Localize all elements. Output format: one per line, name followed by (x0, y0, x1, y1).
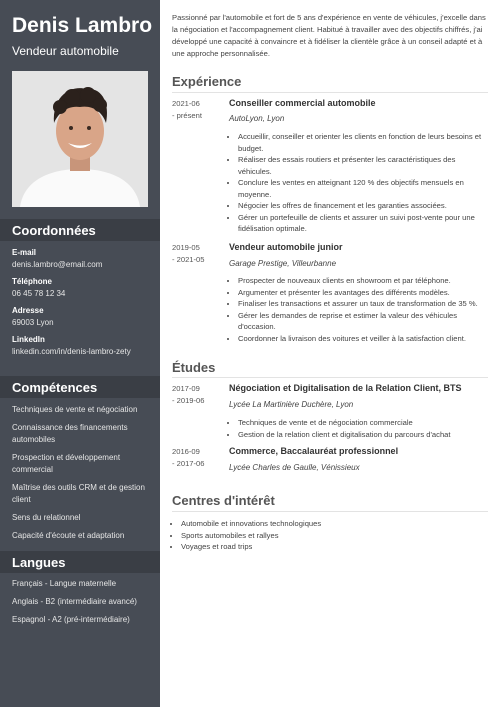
job-date-end: - 2021-05 (172, 255, 205, 264)
job-date-end: - présent (172, 111, 202, 120)
email-label: E-mail (12, 248, 37, 257)
job-bullet: • Prospecter de nouveaux clients en showroom et par téléphone. (238, 275, 487, 287)
candidate-name: Denis Lambro (12, 14, 153, 37)
email-value[interactable]: denis.lambro@email.com (12, 260, 103, 269)
skills-section-title: Compétences (0, 376, 160, 398)
main-content (172, 0, 490, 707)
job-date-start: 2021-06 (172, 99, 200, 108)
job-title: Conseiller commercial automobile (229, 98, 376, 108)
skills-list (12, 404, 152, 548)
linkedin-label: LinkedIn (12, 335, 45, 344)
education-title: Négociation et Digitalisation de la Relation Client, BTS (229, 383, 462, 393)
contact-section-title: Coordonnées (0, 219, 160, 241)
job-dates (172, 98, 222, 122)
language-item: Espagnol - A2 (pré-intermédiaire) (12, 615, 130, 624)
language-item: Français - Langue maternelle (12, 579, 117, 588)
interests-divider (172, 511, 488, 512)
skill-item: Prospection et développement commercial (12, 453, 121, 474)
address-label: Adresse (12, 306, 44, 315)
education-school: Lycée La Martinière Duchère, Lyon (229, 400, 354, 409)
skill-item: Maîtrise des outils CRM et de gestion client (12, 483, 145, 504)
profile-photo (12, 71, 148, 207)
languages-section-title: Langues (0, 551, 160, 573)
education-date-end: - 2019-06 (172, 396, 205, 405)
candidate-role: Vendeur automobile (12, 44, 119, 58)
interest-item: • Sports automobiles et rallyes (181, 530, 472, 542)
skill-item: Sens du relationnel (12, 513, 81, 522)
education-section-title: Études (172, 360, 216, 375)
job-bullet: • Finaliser les transactions et assurer un taux de transformation de 35 %. (238, 298, 487, 310)
education-date-start: 2017-09 (172, 384, 200, 393)
interests-list (172, 518, 472, 553)
education-dates (172, 383, 222, 407)
languages-list (12, 578, 152, 632)
phone-value: 06 45 78 12 34 (12, 289, 66, 298)
experience-divider (172, 92, 488, 93)
interests-section-title: Centres d'intérêt (172, 493, 275, 508)
job-bullet: • Accueillir, conseiller et orienter les clients en fonction de leurs besoins et budget. (238, 131, 487, 154)
education-date-end: - 2017-06 (172, 459, 205, 468)
job-date-start: 2019-05 (172, 243, 200, 252)
job-bullet: • Conclure les ventes en atteignant 120 % des objectifs mensuels en moyenne. (238, 177, 487, 200)
skill-item: Techniques de vente et négociation (12, 405, 138, 414)
phone-label: Téléphone (12, 277, 53, 286)
education-bullet: • Techniques de vente et de négociation commerciale (238, 417, 487, 429)
profile-summary: Passionné par l'automobile et fort de 5 ans d'expérience en vente de véhicules, j'excelle dans la négociation et l'accompagnement client. Habitué à travailler avec des objectifs chiffrés, j'ai développé une capacité à convaincre et à fidéliser la clientèle grâce à un conseil adapté et à une approche personnalisée. (172, 13, 486, 58)
education-bullet: • Gestion de la relation client et digitalisation du parcours d'achat (238, 429, 487, 441)
job-bullets (229, 275, 487, 344)
skill-item: Capacité d'écoute et adaptation (12, 531, 125, 540)
job-title: Vendeur automobile junior (229, 242, 343, 252)
sidebar (0, 0, 160, 707)
education-date-start: 2016-09 (172, 447, 200, 456)
education-school: Lycée Charles de Gaulle, Vénissieux (229, 463, 360, 472)
job-company: Garage Prestige, Villeurbanne (229, 259, 337, 268)
job-bullet: • Argumenter et présenter les avantages des différents modèles. (238, 287, 487, 299)
job-bullet: • Gérer un portefeuille de clients et assurer un suivi post-vente pour une fidélisation optimale. (238, 212, 487, 235)
education-title: Commerce, Baccalauréat professionnel (229, 446, 399, 456)
education-bullets (229, 417, 487, 440)
job-company: AutoLyon, Lyon (229, 114, 285, 123)
job-bullet: • Réaliser des essais routiers et présenter les caractéristiques des véhicules. (238, 154, 487, 177)
job-bullet: • Négocier les offres de financement et les garanties associées. (238, 200, 487, 212)
education-divider (172, 377, 488, 378)
experience-section-title: Expérience (172, 74, 242, 89)
job-bullet: • Gérer les demandes de reprise et estimer la valeur des véhicules d'occasion. (238, 310, 487, 333)
job-bullet: • Coordonner la livraison des voitures et veiller à la satisfaction client. (238, 333, 487, 345)
skill-item: Connaissance des financements automobiles (12, 423, 128, 444)
profile-photo-illustration (12, 71, 148, 207)
address-value: 69003 Lyon (12, 318, 54, 327)
language-item: Anglais - B2 (intermédiaire avancé) (12, 597, 137, 606)
interest-item: • Voyages et road trips (181, 541, 472, 553)
job-bullets (229, 131, 487, 235)
linkedin-value[interactable]: linkedin.com/in/denis-lambro-zety (12, 347, 131, 356)
job-dates (172, 242, 222, 266)
interest-item: • Automobile et innovations technologiques (181, 518, 472, 530)
education-dates (172, 446, 222, 470)
